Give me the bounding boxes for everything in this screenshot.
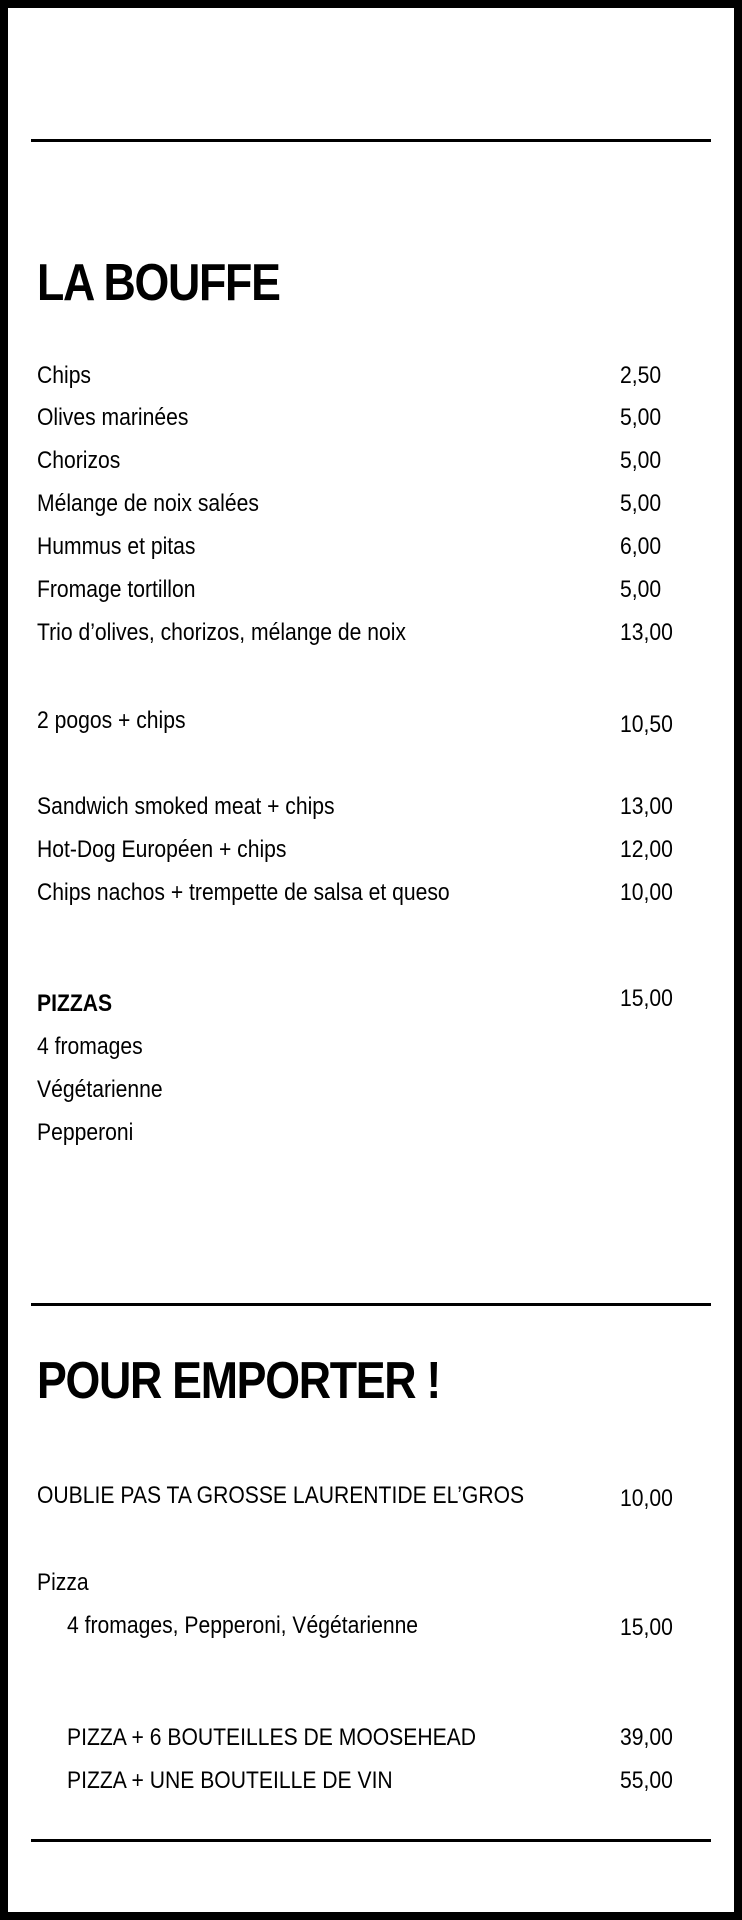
menu-item	[37, 444, 677, 478]
pizza-kind-name: Pepperoni	[37, 1119, 134, 1146]
menu-item-name: Olives marinées	[37, 404, 189, 431]
menu-item-price: 5,00	[620, 404, 662, 431]
menu-item-price: 13,00	[620, 619, 673, 646]
menu-item	[37, 876, 677, 910]
menu-item-name: Chips nachos + trempette de salsa et queso	[37, 879, 450, 906]
menu-item-name: Hummus et pitas	[37, 533, 196, 560]
pizza-kind	[37, 1030, 677, 1064]
menu-item-name: Chips	[37, 362, 91, 389]
menu-item-price: 13,00	[620, 793, 673, 820]
menu-item-name: Sandwich smoked meat + chips	[37, 793, 335, 820]
menu-item-price: 5,00	[620, 576, 662, 603]
bottom-divider	[31, 1839, 711, 1842]
menu-item-name: 4 fromages, Pepperoni, Végétarienne	[67, 1612, 419, 1639]
menu-item	[37, 573, 677, 607]
top-divider	[31, 139, 711, 142]
menu-item	[37, 1721, 677, 1755]
pizza-kind-name: 4 fromages	[37, 1033, 143, 1060]
menu-item-name: Hot-Dog Européen + chips	[37, 836, 287, 863]
pizza-kind-name: Végétarienne	[37, 1076, 163, 1103]
menu-item-name: Chorizos	[37, 447, 121, 474]
menu-item	[37, 530, 677, 564]
menu-item	[37, 704, 677, 738]
menu-item-price: 10,00	[620, 1485, 673, 1512]
menu-item	[37, 616, 677, 650]
pizzas-label: PIZZAS	[37, 990, 113, 1017]
menu-item-price: 5,00	[620, 447, 662, 474]
menu-item	[37, 401, 677, 435]
menu-item-name: PIZZA + UNE BOUTEILLE DE VIN	[67, 1767, 393, 1794]
menu-item	[37, 487, 677, 521]
pizza-kind	[37, 1073, 677, 1107]
menu-item-price: 55,00	[620, 1767, 673, 1794]
menu-item-name: 2 pogos + chips	[37, 707, 186, 734]
menu-item-price: 15,00	[620, 1614, 673, 1641]
menu-item-price: 6,00	[620, 533, 662, 560]
menu-item-price: 10,50	[620, 711, 673, 738]
pizzas-header	[37, 987, 677, 1021]
menu-item-price: 2,50	[620, 362, 662, 389]
menu-item-name: PIZZA + 6 BOUTEILLES DE MOOSEHEAD	[67, 1724, 477, 1751]
pizza-kind	[37, 1116, 677, 1150]
menu-item	[37, 790, 677, 824]
menu-item	[37, 833, 677, 867]
menu-item-name: Fromage tortillon	[37, 576, 196, 603]
menu-item-name: Mélange de noix salées	[37, 490, 259, 517]
section-title-la-bouffe: LA BOUFFE	[37, 254, 280, 312]
menu-item	[37, 359, 677, 393]
menu-item-name: OUBLIE PAS TA GROSSE LAURENTIDE EL’GROS	[37, 1482, 525, 1509]
menu-item	[37, 1479, 677, 1513]
menu-item	[37, 1609, 677, 1643]
pizza-label-row	[37, 1566, 677, 1600]
middle-divider	[31, 1303, 711, 1306]
menu-item-name: Trio d’olives, chorizos, mélange de noix	[37, 619, 406, 646]
pizzas-price: 15,00	[620, 985, 673, 1012]
pizza-label: Pizza	[37, 1569, 89, 1596]
menu-item-price: 12,00	[620, 836, 673, 863]
section-title-pour-emporter: POUR EMPORTER !	[37, 1352, 441, 1410]
menu-item	[37, 1764, 677, 1798]
menu-item-price: 5,00	[620, 490, 662, 517]
menu-item-price: 10,00	[620, 879, 673, 906]
menu-item-price: 39,00	[620, 1724, 673, 1751]
